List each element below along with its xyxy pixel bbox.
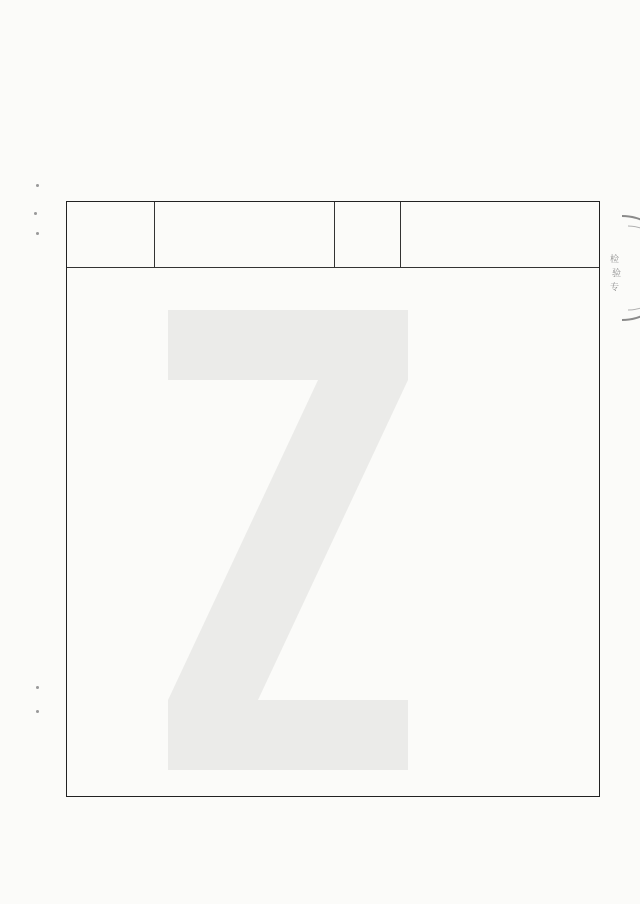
client-address: [155, 202, 335, 267]
test-site-label: [335, 202, 401, 267]
report-form-table: [66, 201, 600, 797]
svg-text:检: 检: [610, 255, 620, 265]
scan-speck: [36, 686, 39, 689]
client-row: [67, 202, 599, 268]
scan-speck: [36, 232, 39, 235]
scan-speck: [36, 710, 39, 713]
svg-text:验: 验: [612, 269, 622, 279]
scan-speck: [36, 184, 39, 187]
scan-speck: [34, 212, 37, 215]
svg-text:专: 专: [610, 283, 620, 293]
test-site-value: [401, 202, 599, 267]
client-label: [67, 202, 155, 267]
